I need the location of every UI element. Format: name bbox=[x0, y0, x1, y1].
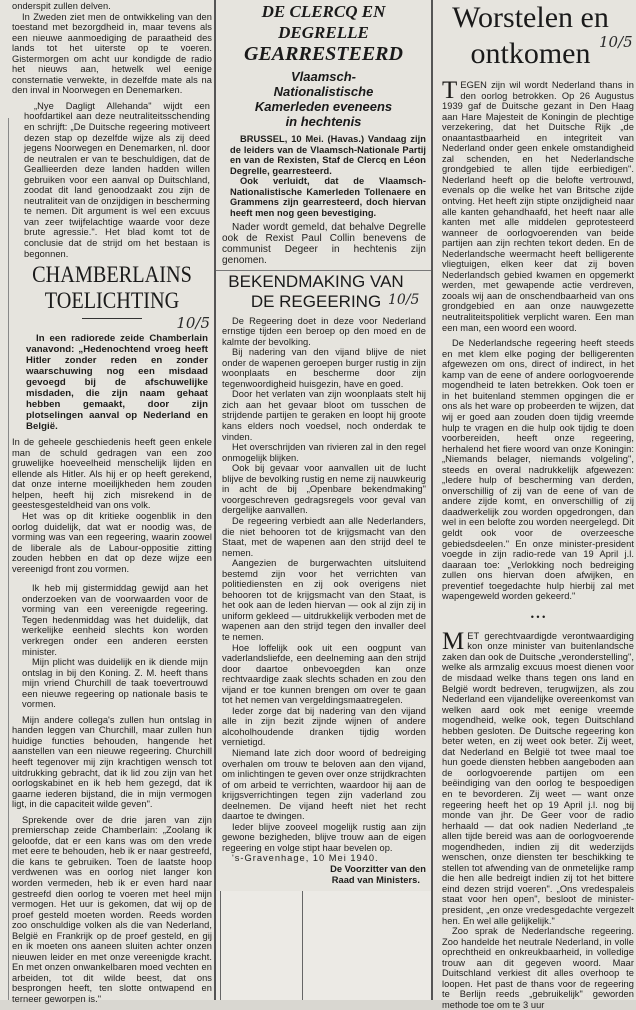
blank-area-rule bbox=[302, 891, 303, 1000]
paragraph: Mijn andere collega's zullen hun ontslag in handen leggen van Churchill, maar zullen hun huidige functies behouden, hangende het aanstellen van een nieuwe regeering. Churchill heeft tegenover mij zijn krachtigen wensch tot uitdrukking gebracht, dat ik lid zou zijn van het oorlogskabinet en ik heb hem gezegd, dat ik gaarne iederen bijstand, die in mijn vermogen ligt, in die capaciteit wilde geven". bbox=[12, 714, 212, 810]
date-note: 10/5 bbox=[599, 33, 633, 51]
signature-line-2: Raad van Ministers. bbox=[331, 874, 420, 885]
chamberlain-article bbox=[12, 333, 212, 1004]
paragraph-text: ET gerechtvaardigde verontwaardiging kon onze minister van buitenlandsche zaken dan ook de Duitsche „veronderstelling", welke als armzalig excuus moest dienen voor de misdaad welke thans tegen ons land en België wordt bedreven, terugwijzen, als zou Nederland een vijandelijke overeenkomst van welken aard ook met eenige vreemde mogendheid, welke ook, tegen Duitschland hebben gesloten. De Duitsche regeering kon beter weten, en zij weet ook beter. Zij weet, dat Nederland en België tot twee maal toe hun goede diensten hebben aangeboden aan de oorlogvoerende partijen om een beëindiging van den oorlog te bespoedigen en te bevorderen. Zij weet — want onze regeering heeft het op 19 April j.l. nog bij monde van jhr. De Geer voor de radio herhaald — dat ook nadien Nederland „te allen tijde bereid was aan de oorlogvoerende mogendheden, indien zij dit wederzijds wenschen, onze diensten ter beschikking te stellen tot afwending van de onmetelijke ramp die hen alle bedreigt indien zij tot het bittere eind dezen strijd voeren". „Ons vredespaleis staat voor hen open", besloot de minister-president, „en onze vredesgedachte vergezelt hen. En wel alle gelijkelijk." bbox=[442, 630, 634, 926]
bekendmaking-headline bbox=[216, 271, 420, 312]
paragraph: Zoo sprak de Nederlandsche regeering. Zoo handelde het neutrale Nederland, in volle oprechtheid en onkreukbaarheid, in volledige trouw aan dit gegeven woord. Maar Duitschland verkiest dit alles overhoop te loopen. Het past de thans voor de regeering te Berlijn reeds „gebruikelijk" geworden methode toe om te 3 uur bbox=[442, 926, 634, 1010]
headline-line-1: BEKENDMAKING VAN bbox=[228, 271, 404, 291]
chamberlain-headline bbox=[12, 262, 212, 331]
paragraph: Het was op dit kritieke oogenblik in den oorlog duidelijk, dat wat er noodig was, de vorming was van een regeering, waarin zoowel de liberale als de Labour-oppositie zitting zouden hebben en dat op deze wijze een vereenigd front zou vormen. bbox=[12, 510, 212, 574]
paragraph: Aangezien de burgerwachten uitsluitend bestemd zijn voor het verrichten van politiediensten en zij ook overigens niet behooren tot de krijgsmacht van den Staat, is het ook aan de leden hiervan — ook al zijn zij in uniform gekleed — uitdrukkelijk verboden met de wapenen aan den strijd tegen den invaller deel te nemen. bbox=[222, 558, 426, 642]
blank-area bbox=[216, 891, 431, 1000]
arrest-article bbox=[222, 134, 426, 267]
middle-column bbox=[216, 0, 431, 1000]
paragraph: Ook verluidt, dat de Vlaamsch-Nationalistische Kamerleden Tollenaere en Grammens zijn gearresteerd, doch hiervan heeft men nog geen bevestiging. bbox=[230, 176, 426, 218]
separator: • • • bbox=[530, 611, 546, 622]
paragraph: Nader wordt gemeld, dat behalve Degrelle ook de Rexist Paul Collin benevens de communist Degeer in hechtenis zijn genomen. bbox=[222, 222, 426, 266]
headline-rule bbox=[82, 318, 142, 319]
paragraph: Sprekende over de drie jaren van zijn premierschap zeide Chamberlain: „Zoolang ik geloofde, dat er een kans was om den vrede met eere te behouden, heb ik er naar gestreefd, die kans te gebruiken. Toen de laatste hoop verdwenen was en oorlog niet langer kon worden vermeden, heb ik er even hard naar gestreefd dien oorlog te voeren met heel mijn vermogen. Het uur is gekomen, dat wij op de proef gesteld moeten worden. Reeds worden zoo onschuldige volken als die van Nederland, België en Frankrijk op de proef gesteld, en gij en ik moeten ons aaneen sluiten achter onzen nieuwen leider en met onze vereenigde kracht. En met onzen onwankelbaren moed vechten en arbeiden, tot dit wilde beest, dat ons besprongen heeft, ten slotte ontwapend en terneer geworpen is." bbox=[12, 814, 212, 1005]
paragraph-text: EGEN zijn wil wordt Nederland thans in den oorlog betrokken. Op 26 Augustus 1939 gaf de Duitsche gezant in Den Haag aan Hare Majesteit de Koningin de plechtige verzekering, dat het Duitsche Rijk „de onaantastbaarheid en integriteit van Nederland onder geen enkele omstandigheid zal schenden, en het Nederlandsche grondgebied te allen tijde eerbiedigen". Nederland heeft op die belofte vertrouwd, evenals op die welke het van Britsche zijde ontving. Het heeft zijn stipte onzijdigheid naar alle kanten gehandhaafd, het heeft naar alle kanten met alle middelen geprotesteerd wanneer de oorlogvoerenden van beide partijen aan zijn rechten tekort deden. En de Nederlandsche weermacht heeft belligerente vliegtuigen, elken keer dat zij boven Nederlandsch gebied kwamen en opgemerkt werden, met gewapende actie verdreven, zooals wij aan de onschendbaarheid van ons grondgebied en aan onze nauwgezette neutraliteitspolitiek verplicht waren. Een man een man, een woord een woord. bbox=[442, 80, 634, 333]
paragraph: Ieder zorge dat bij nadering van den vijand alle in zijn bezit zijnde wijnen of andere alcoholhoudende dranken tijdig worden vernietigd. bbox=[222, 705, 426, 748]
column-rule bbox=[8, 118, 9, 1000]
paragraph: Door het verlaten van zijn woonplaats stelt hij zich aan het gevaar bloot om tusschen de strijdende partijen te geraken en loopt hij groote kans elders noch voedsel, noch onderdak te vinden. bbox=[222, 389, 426, 442]
right-column bbox=[433, 0, 636, 1010]
paragraph: Ieder blijve zooveel mogelijk rustig aan zijn gewone bezigheden, blijve trouw aan de eigen regeering en volge stipt haar bevelen op. bbox=[222, 821, 426, 853]
blank-area-rule bbox=[220, 891, 221, 1000]
date-note: 10/5 bbox=[176, 314, 210, 333]
place-date: 's-Gravenhage, 10 Mei 1940. bbox=[232, 853, 379, 864]
paragraph: Ook bij gevaar voor aanvallen uit de lucht blijve de bevolking rustig en neme zij nauwkeurig in acht de bij „Openbare bekendmaking" voorgeschreven gedragsregels voor geval van dergelijke aanvallen. bbox=[222, 463, 426, 516]
zweden-paragraph: In Zweden ziet men de ontwikkeling van den toestand met bezorgdheid in, maar tevens als een nieuwe aanmoediging de paraatheid des lands tot het uiterste op te voeren. Gistermorgen om acht uur kondigde de radio het nieuws aan, hetwelk wel eenige consternatie verwekte, in dezelfde mate als na den inval in Noorwegen en Denemarken. bbox=[12, 11, 212, 96]
zweden-article bbox=[12, 1, 212, 259]
worstelen-article bbox=[442, 77, 634, 1010]
left-column bbox=[0, 0, 214, 1005]
headline-line-1: CHAMBERLAINS bbox=[32, 262, 192, 288]
headline-line-2: GEARRESTEERD bbox=[244, 43, 403, 65]
worstelen-headline bbox=[433, 0, 633, 72]
paragraph: In de geheele geschiedenis heeft geen enkele man de schuld gedragen van een zoo gruwelijke hoeveelheid menschelijk lijden en ellende als Hitler. Als hij er op heeft gerekend, dat onze interne moeilijkheden hem zouden helpen, heeft hij zich misrekend in de geestesgesteldheid van ons volk. bbox=[12, 437, 212, 511]
paragraph: Mijn plicht was duidelijk en ik diende mijn ontslag in bij den Koning. Z. M. heeft thans mijn vriend Churchill de taak toevertrouwd een nieuwe regeering op nationale basis te vormen. bbox=[22, 657, 208, 710]
drop-cap: T bbox=[442, 77, 458, 104]
arrest-subhead: Vlaamsch-Nationalistische Kamerleden eveneens in hechtenis bbox=[254, 69, 393, 129]
allehanda-paragraph: „Nye Dagligt Allehanda" wijdt een hoofdartikel aan deze neutraliteitsschending en schrijft: „De Duitsche regeering motiveert dezen stap op dezelfde wijze als zij deed jegens Noorwegen en Denemarken, nl. door de neutralen er van te beschuldigen, dat de Geallieerden deze landen hadden willen gebruiken voor een aanval op Duitschland, zoodat dit land genoodzaakt zou zijn de neutraliteit van de onzijdigen in bescherming te nemen. Dit argument is wel een excuus van zeer twijfelachtige waarde voor deze brute agressie.". Het blad komt tot de conclusie dat de strijd om het bestaan is begonnen. bbox=[24, 100, 210, 259]
paragraph: Hoe loffelijk ook uit een oogpunt van vaderlandsliefde, een deelneming aan den strijd door daartoe onbevoegden kan onze rechtvaardige zaak slechts schaden en zou den vijand er toe kunnen brengen om over te gaan tot het nemen van vergeldingsmaatregelen. bbox=[222, 642, 426, 706]
paragraph: In een radiorede zeide Chamberlain vanavond: „Hedenochtend vroeg heeft Hitler zonder reden en zonder waarschuwing nog een misdaad gevoegd bij de afschuwelijke misdaden, die zijn naam gehaat hebben gemaakt, door zijn plotselingen aanval op Nederland en België. bbox=[26, 333, 208, 433]
drop-cap: M bbox=[442, 627, 465, 655]
bekendmaking-article bbox=[222, 316, 426, 886]
headline-line-2: ontkomen bbox=[470, 37, 591, 70]
signature-line-1: De Voorzitter van den bbox=[330, 864, 426, 874]
top-line: onderspit zullen delven. bbox=[12, 1, 111, 11]
paragraph: Niemand late zich door woord of bedreiging overhalen om trouw te beloven aan den vijand, om inlichtingen te geven over onze strijdkrachten of om arbeid te verrichten, waardoor hij aan de krijgsverrichtingen tegen zijn vaderland zou deelnemen. De vijand heeft niet het recht daartoe te dwingen. bbox=[222, 747, 426, 822]
headline-line-1: DE CLERCQ EN DEGRELLE bbox=[261, 2, 386, 42]
paragraph: De regeering verbiedt aan alle Nederlanders, die niet behooren tot de krijgsmacht van den Staat, met de wapenen aan den strijd deel te nemen. bbox=[222, 515, 426, 558]
headline-line-1: Worstelen en bbox=[452, 1, 609, 34]
headline-line-2: TOELICHTING bbox=[44, 288, 180, 314]
paragraph: Ik heb mij gistermiddag gewijd aan het onderzoeken van de voorwaarden voor de vorming van een vereenigde regeering. Tegen hedenmiddag was het duidelijk, dat werkelijke eenheid slechts kon worden verkregen onder een anderen eersten minister. bbox=[22, 583, 208, 657]
arrest-headline bbox=[216, 1, 431, 66]
paragraph: Het overschrijden van rivieren zal in den regel onmogelijk blijken. bbox=[222, 442, 426, 463]
paragraph bbox=[442, 627, 634, 926]
paragraph bbox=[442, 77, 634, 333]
paragraph: De Nederlandsche regeering heeft steeds en met klem elke poging der belligerenten afgewezen om ons, direct of indirect, in het kamp van de eene of andere oorlogvoerende mogendheid te laten betrekken. Ook toen er in het buitenland stemmen opgingen die er ons als het ware op probeerden te wijzen, dat wij er goed aan zouden doen tijdig vreemde hulp te vragen en die hulp ook tijdig te doen voorbereiden, heeft onze regeering, herhalend het fiere woord van onze Koningin: „Niemands belager, niemands volgeling", steeds en overal nadrukkelijk afgewezen: „Iedere hulp of bescherming van derden, onverschillig of zij van de eene of van de andere zijde komt, en onverschillig of zij daadwerkelijk zou worden opgedrongen, dan wel in een belofte zou worden neergelegd. Dit geldt ook voor de overzeesche gebiedsdeelen." En onze minister-president voegde in zijn radio-rede van 19 April j.l. daaraan toe: „Verlokking noch bedreiging zullen ons hiervan doen afwijken, en preventief toegedachte hulp hierbij zal met wapengeweld worden gekeerd." bbox=[442, 338, 634, 602]
paragraph: BRUSSEL, 10 Mei. (Havas.) Vandaag zijn de leiders van de Vlaamsch-Nationale Partij en van de Rexisten, Staf de Clercq en Léon Degrelle, gearresteerd. bbox=[230, 134, 426, 176]
paragraph: Bij nadering van den vijand blijve de niet onder de wapenen geroepen burger rustig in zijn woonplaats en bescherme door zijn tegenwoordigheid huisgezin, have en goed. bbox=[222, 347, 426, 389]
headline-line-2: DE REGEERING bbox=[250, 291, 382, 311]
paragraph: De Regeering doet in deze voor Nederland ernstige tijden een beroep op den moed en de kalmte der bevolking. bbox=[222, 315, 426, 347]
date-note: 10/5 bbox=[388, 291, 420, 308]
